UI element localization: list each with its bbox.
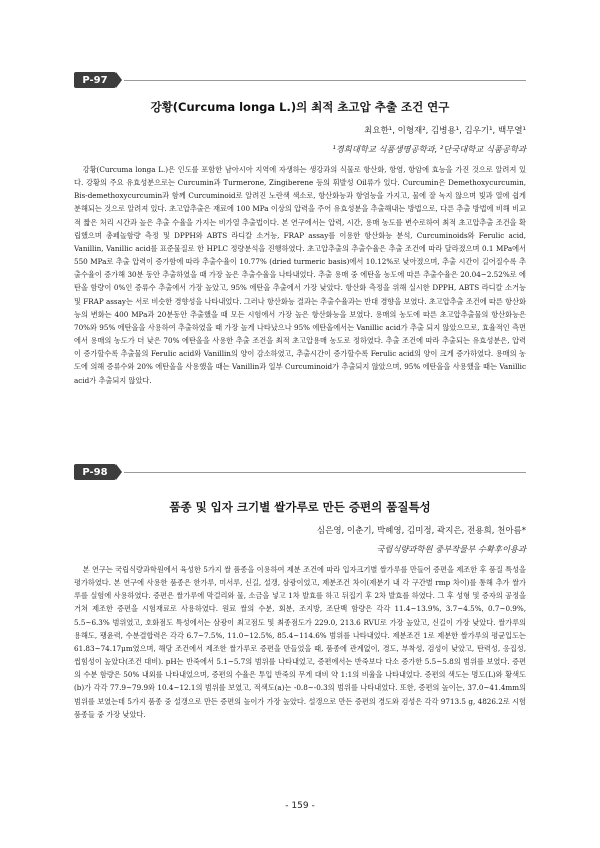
article-label: P-98 — [74, 464, 116, 480]
article-body: 본 연구는 국립식량과학원에서 육성한 5가지 쌀 품종을 이용하여 제분 조건에 따라 입자크기별 쌀가루를 만들어 증편을 제조한 후 품질 특성을 평가하였다. 본 연구에 사용한 품종은 한가루, 미서루, 신길, 설갱, 삼광이었고, 제분조건 차이(제분기 내 각 구간별 rmp 차이)를 통해 추가 쌀가루를 실험에 사용하였다. 증편은 쌀가루에 막걸리와 물, 소금을 넣고 1차 발효를 하고 뒤집기 후 2차 발효를 하였다. 그 후 성형 및 증자의 공정을 거쳐 제조한 증편을 시험재료로 사용하였다. 원료 쌀의 수분, 회분, 조지방, 조단백 함량은 각각 11.4~13.9%, 3.7~4.5%, 0.7~0.9%, 5.5~6.3% 범위였고, 호화점도 특성에서는 삼광이 최고점도 및 최종점도가 229.0, 213.6 RVU로 가장 높았고, 신길이 가장 낮았다. 쌀가루의 용해도, 팽윤력, 수분결합력은 각각 6.7~7.5%, 11.0~12.5%, 85.4~114.6% 범위를 나타내었다. 제분조건 1로 제분한 쌀가루의 평균입도는 61.83~74.17μm였으며, 해당 조건에서 제조한 쌀가루로 증편을 만들었을 때, 품종에 관계없이, 경도, 부착성, 검성이 낮았고, 탄력성, 응집성, 씹힘성이 높았다(조건 대비). pH는 반죽에서 5.1~5.7의 범위를 나타내었고, 증편에서는 반죽보다 다소 증가한 5.5~5.8의 범위를 보였다. 증편의 수분 함량은 50% 내외를 나타내었으며, 증편의 수율은 투입 반죽의 무게 대비 약 1:1의 비율을 나타내었다. 증편의 색도는 명도(L)와 황색도(b)가 각각 77.9~79.9와 10.4~12.1의 범위를 보였고, 적색도(a)는 -0.8~-0.3의 범위를 나타내었다. 또한, 증편의 높이는, 37.0~41.4mm의 범위를 보였는데 5가지 품종 중 설갱으로 만든 증편의 높이가 가장 높았다. 설갱으로 만든 증편의 경도와 검성은 각각 9713.5 g, 4826.2로 시험 품종들 중 가장 낮았다. — [74, 565, 526, 719]
article-authors: 심은영, 이춘기, 박혜영, 김미정, 곽지은, 전용희, 천아름* — [316, 526, 526, 536]
article-affiliation: 국립식량과학원 중부작물부 수확후이용과 — [376, 544, 526, 554]
article-title: 강황(Curcuma longa L.)의 최적 초고압 추출 조건 연구 — [150, 100, 450, 114]
section-divider — [124, 80, 526, 81]
article-affiliation: ¹경희대학교 식품생명공학과, ²단국대학교 식품공학과 — [332, 144, 526, 154]
article-label: P-97 — [74, 72, 116, 88]
page-number: - 159 - — [285, 801, 315, 811]
article-body: 강황(Curcuma longa L.)은 인도를 포함한 남아시아 지역에 자생하는 생강과의 식물로 항산화, 항염, 항암에 효능을 가진 것으로 알려져 있다. 강황의 주요 유효성분으로는 Curcumin과 Turmerone, Zingiberene 등의 휘발성 Oil류가 있다. Curcumin은 Demethoxycurcumin, Bis-demethoxycurcumin과 함께 Curcuminoid로 알려진 노란색 색소로, 항산화능과 항염능을 가지고, 물에 잘 녹지 않으며 빛과 열에 쉽게 분해되는 것으로 알려져 있다. 초고압추출은 재료에 100 MPa 이상의 압력을 주어 유효성분을 추출해내는 방법으로, 다른 추출 방법에 비해 비교적 짧은 처리 시간과 높은 추출 수율을 가지는 비가열 추출법이다. 본 연구에서는 압력, 시간, 용매 농도를 변수로하여 최적 초고압추출 조건을 확립했으며 총페놀함량 측정 및 DPPH와 ABTS 라디칼 소거능, FRAP assay를 이용한 항산화능 분석, Curcuminoids와 Ferulic acid, Vanillin, Vanillic acid를 표준물질로 한 HPLC 정량분석을 진행하였다. 초고압추출의 추출수율은 추출 조건에 따라 달라졌으며 0.1 MPa에서 550 MPa로 추출 압력이 증가함에 따라 추출수율이 10.77% (dried turmeric basis)에서 10.12%로 낮아졌으며, 추출 시간이 길어질수록 추출수율이 증가해 30분 동안 추출하였을 때 가장 높은 추출수율을 나타내었다. 추출 용매 중 에탄올 농도에 따른 추출수율은 20.04~2.52%로 에탄올 함량이 0%인 증류수 추출에서 가장 높았고, 95% 에탄올 추출에서 가장 낮았다. 항산화 측정을 위해 실시한 DPPH, ABTS 라디칼 소거능 및 FRAP assay는 서로 비슷한 경향성을 나타내었다. 그러나 항산화능 결과는 추출수율과는 반대 경향을 보였다. 초고압추출 조건에 따른 항산화능의 변화는 400 MPa과 20분동안 추출했을 때 모든 시험에서 가장 높은 항산화능을 보였다. 용매의 농도에 따른 초고압추출물의 항산화능은 70%와 95% 에탄올을 사용하여 추출하였을 때 가장 높게 나타났으나 95% 에탄올에서는 Vanillic acid가 추출 되지 않았으므로, 효율적인 측면에서 용매의 농도가 더 낮은 70% 에탄올을 사용한 추출 조건을 최적 초고압용매 농도로 정하였다. 추출 조건에 따라 추출되는 유효성분은, 압력이 증가할수록 추출물의 Ferulic acid와 Vanillin의 양이 감소하였고, 추출시간이 증가할수록 Ferulic acid의 양이 크게 증가하였다. 용매의 농도에 의해 증류수와 20% 에탄올을 사용했을 때는 Vanillin과 일부 Curcuminoid가 추출되지 않았으며, 95% 에탄올을 사용했을 때는 Vanillic acid가 추출되지 않았다. — [74, 165, 526, 385]
article-title: 품종 및 입자 크기별 쌀가루로 만든 증편의 품질특성 — [169, 500, 431, 514]
article-authors: 최요한¹, 이형재², 김병용¹, 김우기¹, 백무열¹ — [364, 126, 526, 136]
section-divider — [124, 472, 526, 473]
